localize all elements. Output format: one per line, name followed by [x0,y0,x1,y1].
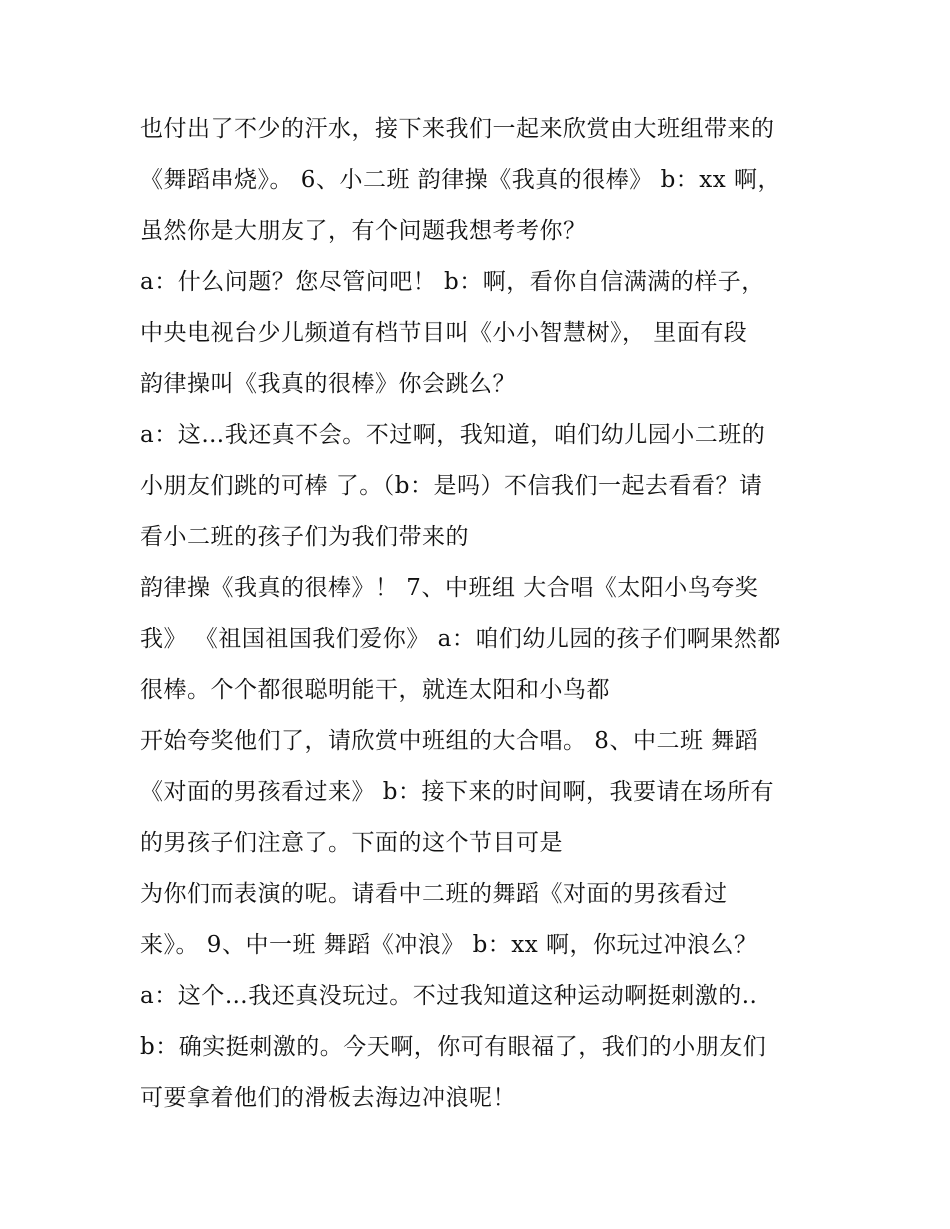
text-line: 《对面的男孩看过来》 b：接下来的时间啊，我要请在场所有 [140,779,775,805]
text-line: 中央电视台少儿频道有档节目叫《小小智慧树》， 里面有段 [140,320,748,346]
text-line: 的男孩子们注意了。下面的这个节目可是 [140,830,563,856]
text-line: a：这个…我还真没玩过。不过我知道这种运动啊挺刺激的.. [140,983,758,1009]
text-line: 可要拿着他们的滑板去海边冲浪呢！ [140,1085,516,1111]
text-line: 也付出了不少的汗水，接下来我们一起来欣赏由大班组带来的 [140,116,775,142]
text-line: 开始夸奖他们了，请欣赏中班组的大合唱。 8、中二班 舞蹈 [140,728,759,754]
text-line: 韵律操《我真的很棒》！ 7、中班组 大合唱《太阳小鸟夸奖 [140,575,759,601]
text-line: 很棒。个个都很聪明能干，就连太阳和小鸟都 [140,677,610,703]
text-line: 小朋友们跳的可棒 了。（b：是吗）不信我们一起去看看？请 [140,473,763,499]
text-line: 为你们而表演的呢。请看中二班的舞蹈《对面的男孩看过 [140,881,728,907]
text-line: 来》。 9、中一班 舞蹈《冲浪》 b：xx 啊，你玩过冲浪么？ [140,932,758,958]
text-line: 虽然你是大朋友了，有个问题我想考考你？ [140,218,587,244]
text-line: a：什么问题？您尽管问吧！ b：啊，看你自信满满的样子， [140,269,765,295]
text-line: 我》 《祖国祖国我们爱你》 a：咱们幼儿园的孩子们啊果然都 [140,626,781,652]
text-line: a：这…我还真不会。不过啊，我知道，咱们幼儿园小二班的 [140,422,766,448]
document-body [140,104,820,1124]
text-line: 韵律操叫《我真的很棒》你会跳么？ [140,371,516,397]
text-line: b：确实挺刺激的。今天啊，你可有眼福了，我们的小朋友们 [140,1034,767,1060]
text-line: 《舞蹈串烧》。 6、小二班 韵律操《我真的很棒》 b：xx 啊， [140,167,782,193]
text-line: 看小二班的孩子们为我们带来的 [140,524,469,550]
